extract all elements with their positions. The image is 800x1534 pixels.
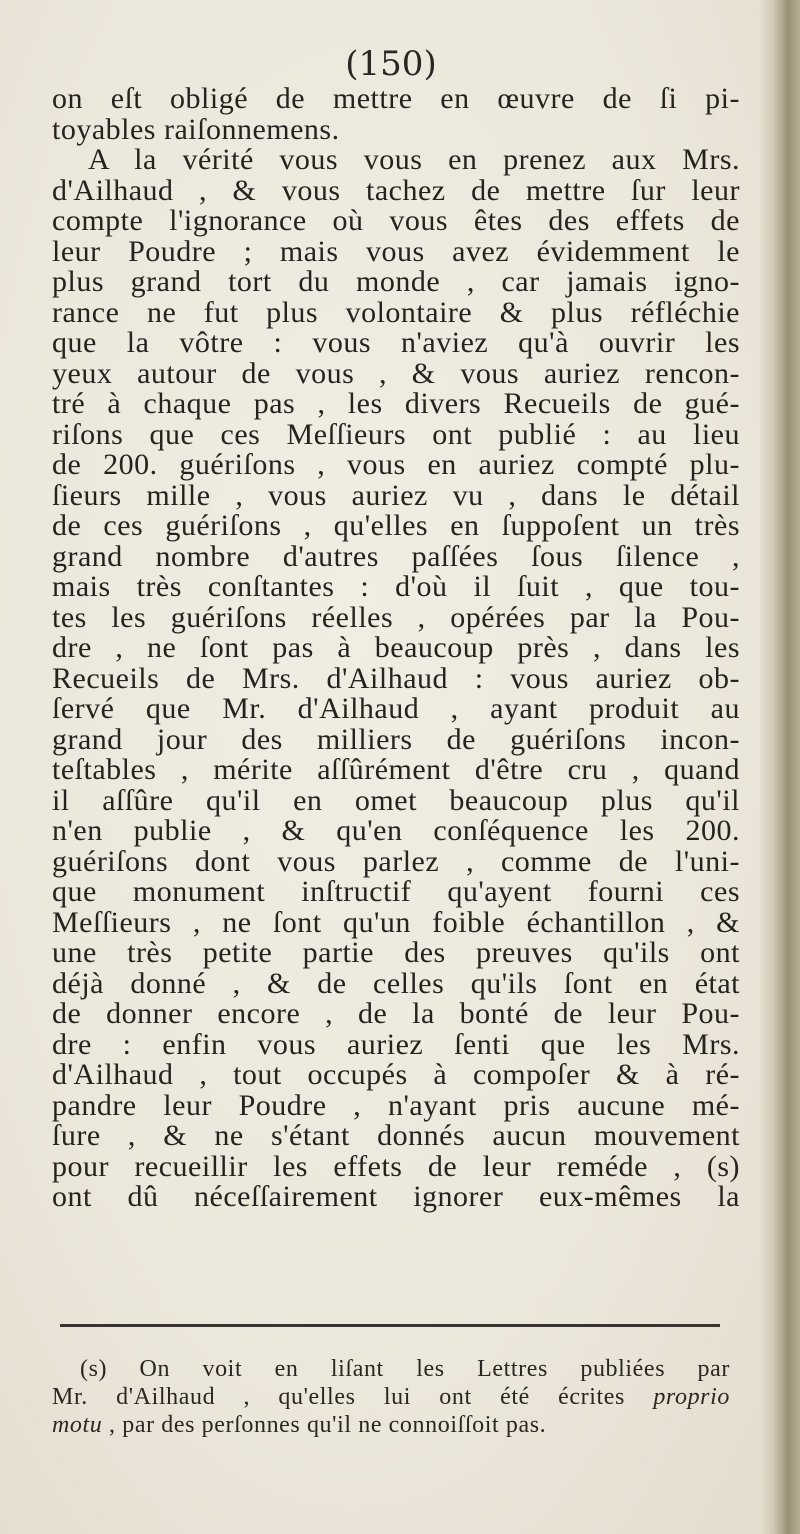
text-line: A la vérité vous vous en prenez aux Mrs. <box>88 143 740 176</box>
footnote-text: Mr. d'Ailhaud , qu'elles lui ont été écrites <box>52 1384 625 1410</box>
text-line: grand jour des milliers de guériſons incon- <box>52 722 740 756</box>
text-line: rance ne fut plus volontaire & plus réfléchie <box>52 295 740 329</box>
text-line: leur Poudre ; mais vous avez évidemment le <box>52 234 740 268</box>
text-line: déjà donné , & de celles qu'ils ſont en état <box>52 966 740 1000</box>
text-line: on eſt obligé de mettre en œuvre de ſi pi- <box>52 82 740 115</box>
text-line: toyables raiſonnemens. <box>52 112 340 146</box>
text-line: ſieurs mille , vous auriez vu , dans le détail <box>52 478 740 512</box>
text-line: yeux autour de vous , & vous auriez rencon- <box>52 356 740 390</box>
body-text <box>52 84 740 1213</box>
footnote-text: , par des perſonnes qu'il ne connoiſſoit pas. <box>109 1412 547 1438</box>
footnote-italic-text: motu <box>52 1412 103 1438</box>
text-line: d'Ailhaud , tout occupés à compoſer & à ré- <box>52 1058 740 1091</box>
text-line: ſervé que Mr. d'Ailhaud , ayant produit au <box>52 692 740 725</box>
footnote-line <box>52 1383 730 1411</box>
text-line: pour recueillir les effets de leur reméde , (s) <box>52 1149 740 1183</box>
text-line: n'en publie , & qu'en conſéquence les 200. <box>52 814 740 847</box>
text-line: plus grand tort du monde , car jamais igno- <box>52 265 740 298</box>
footnote <box>52 1355 730 1439</box>
footnote-line <box>52 1411 730 1439</box>
text-line: de donner encore , de la bonté de leur Pou- <box>52 997 740 1030</box>
text-line: d'Ailhaud , & vous tachez de mettre ſur leur <box>52 173 740 207</box>
text-line: guériſons dont vous parlez , comme de l'uni- <box>52 844 740 878</box>
text-line: teſtables , mérite aſſûrément d'être cru , quand <box>52 753 740 786</box>
footnote-italic-text: proprio <box>653 1384 730 1410</box>
text-line: il aſſûre qu'il en omet beaucoup plus qu'il <box>52 783 740 817</box>
page-edge-shadow <box>760 0 800 1534</box>
text-line: dre : enfin vous auriez ſenti que les Mrs. <box>52 1027 740 1061</box>
text-line: mais très conſtantes : d'où il ſuit , que tou- <box>52 570 740 603</box>
text-line: de ces guériſons , qu'elles en ſuppoſent un très <box>52 509 740 542</box>
text-line: grand nombre d'autres paſſées ſous ſilence , <box>52 539 740 573</box>
footnote-divider <box>60 1324 720 1327</box>
text-line: ont dû néceſſairement ignorer eux-mêmes la <box>52 1180 740 1213</box>
text-line: Recueils de Mrs. d'Ailhaud : vous auriez ob- <box>52 661 740 695</box>
text-line: que monument inſtructif qu'ayent fourni ces <box>52 875 740 908</box>
text-line: de 200. guériſons , vous en auriez compté plu- <box>52 448 740 481</box>
text-line: dre , ne ſont pas à beaucoup près , dans les <box>52 631 740 664</box>
text-line: compte l'ignorance où vous êtes des effets de <box>52 204 740 237</box>
text-line: riſons que ces Meſſieurs ont publié : au lieu <box>52 417 740 451</box>
page-number: (150) <box>345 44 437 84</box>
text-line: une très petite partie des preuves qu'ils ont <box>52 936 740 969</box>
text-line: que la vôtre : vous n'aviez qu'à ouvrir les <box>52 326 740 359</box>
text-line: pandre leur Poudre , n'ayant pris aucune mé- <box>52 1088 740 1122</box>
text-line: ſure , & ne s'étant donnés aucun mouvement <box>52 1119 740 1152</box>
text-line: tes les guériſons réelles , opérées par la Pou- <box>52 600 740 634</box>
text-line: tré à chaque pas , les divers Recueils de gué- <box>52 387 740 420</box>
footnote-line: (s) On voit en liſant les Lettres publiées par <box>80 1356 730 1382</box>
text-line: Meſſieurs , ne ſont qu'un foible échantillon , & <box>52 905 740 939</box>
